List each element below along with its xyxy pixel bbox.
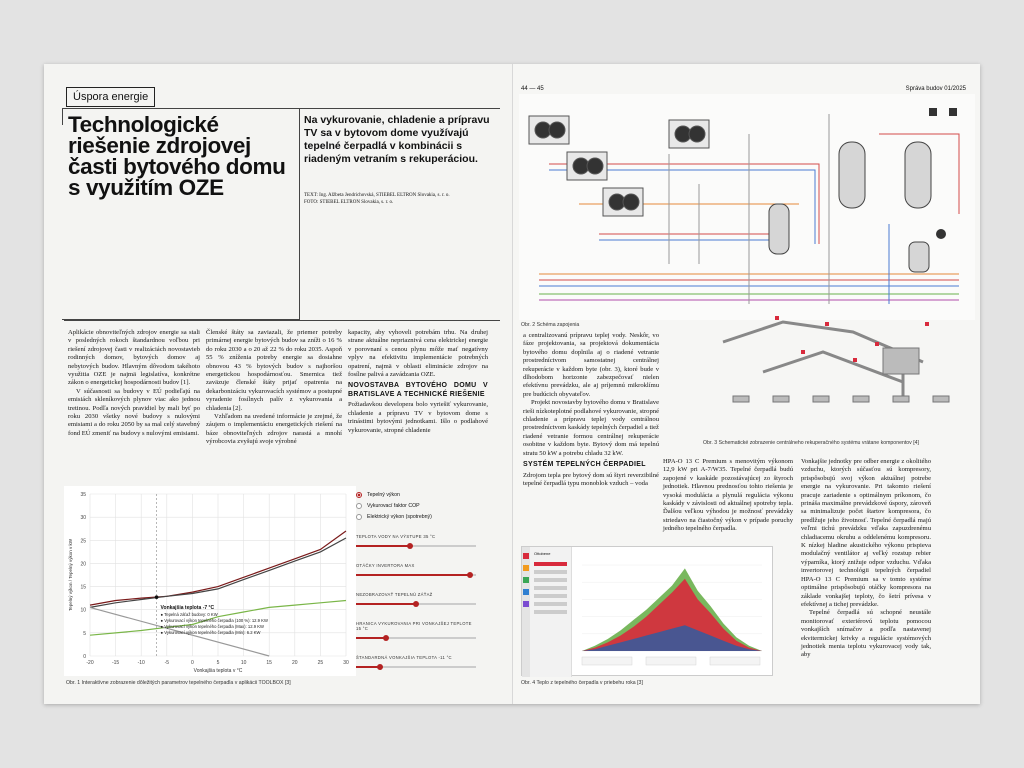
x-tick-label: -5	[164, 660, 170, 666]
yearly-heat-app-screenshot	[521, 546, 773, 676]
paragraph: Vonkajšie jednotky pre odber energie z okolitého vzduchu, ktorých súčasťou sú kompresory, prispôsobujú svoj výkon aktuálnej potrebe energie na vykurovanie. Pri takomto riešení pracuje zariadenie s optimálnym príkonom, čo prináša maximálne prevádzkové úspory, zároveň sa minimalizuje počet štartov kompresora, čo predlžuje jeho životnosť. Tepelné čerpadlá majú veľmi tichú prevádzku vďaka zapuzdrenému chladiacemu okruhu a oddelenému kompresoru. K nízkej hladine akustického výkonu prispieva modulačný ventilátor aj veľký rozstup rebier výparníka, ktorý znižuje odpor vzduchu. Vďaka invertorovej technológii tepelných čerpadiel HPA-O 13 C Premium sa v tomto systéme optimálne prispôsobujú otáčky kompresora na základe vonkajšej teploty, čo šetrí prívesa v efektívnej a tichej prevádzke.	[801, 458, 931, 608]
parameter-label: ŠTANDARDNÁ VONKAJŠIA TEPLOTA -11 °C	[356, 655, 452, 660]
figure-caption-3: Obr. 3 Schematické zobrazenie centrálneho rekuperačného systému vrátane komponentov [4]	[703, 440, 919, 446]
parameter-control	[356, 655, 476, 670]
paragraph: Požiadavkou developera bolo vyriešiť vykurovanie, chladenie a prípravu TV v bytovom dome s trinástimi bytovými jednotkami. Išlo o podlahové vykurovanie, stropné chladenie	[348, 401, 488, 434]
x-tick-label: 5	[216, 660, 220, 666]
x-tick-label: 15	[266, 660, 272, 666]
app-icon	[523, 565, 529, 571]
section-subhead: SYSTÉM TEPELNÝCH ČERPADIEL	[523, 461, 646, 469]
x-axis-label: Vonkajšia teplota v °C	[193, 668, 243, 674]
paragraph: Zdrojom tepla pre bytový dom sú štyri reverzibilné tepelné čerpadlá typu monoblok vzduch – voda	[523, 471, 659, 487]
hover-point	[155, 595, 159, 599]
sidebar-field[interactable]	[534, 586, 567, 590]
parameter-control	[356, 621, 476, 641]
parameter-slider[interactable]	[356, 664, 476, 670]
sidebar-field[interactable]	[534, 578, 567, 582]
parameter-slider[interactable]	[356, 572, 476, 578]
parameter-slider[interactable]	[356, 601, 476, 607]
paragraph: Členské štáty sa zaviazali, že priemer potreby primárnej energie bytových budov sa zníži o 16 % do roku 2030 a o 20 až 22 % do roku 2035. Aspoň 55 % zníženia potreby energie sa dosiahne obnovou 43 % bytových budov s najhoršou energetickou hospodárnosťou. Smernica tiež zaväzuje členské štáty prijať opatrenia na dekarbonizáciu vykurovacích systémov a postupné vyradenie fosílnych palív z vykurovania a chladenia [2].	[206, 329, 342, 412]
app-icon	[523, 589, 529, 595]
slider-fill	[356, 574, 470, 576]
ventilation-render-figure	[703, 292, 973, 432]
credits-foto: FOTO: STIEBEL ELTRON Slovakia, s. r. o.	[304, 199, 394, 205]
radio-button[interactable]	[356, 492, 362, 498]
sidebar-field[interactable]	[534, 562, 567, 566]
slider-knob[interactable]	[407, 543, 413, 549]
y-tick-label: 10	[80, 607, 86, 614]
radio-button[interactable]	[356, 514, 362, 520]
yearly-heat-area-chart	[576, 555, 770, 671]
x-tick-label: 20	[292, 660, 298, 666]
parameter-slider[interactable]	[356, 635, 476, 641]
body-column-2	[206, 329, 342, 447]
slider-fill	[356, 603, 416, 605]
radio-label: Elektrický výkon (spotrebný)	[367, 514, 432, 520]
right-page	[512, 64, 980, 704]
article-lede: Na vykurovanie, chladenie a prípravu TV sa v bytovom dome využívajú tepelné čerpadlá v kombinácii s riadeným vetraním s rekuperáciou.	[304, 114, 490, 165]
chart-control-panel	[356, 492, 476, 682]
credits-text: TEXT: Ing. Alžbeta Jendrichovská, STIEBEL ELTRON Slovakia, s. r. o.	[304, 193, 450, 198]
y-tick-label: 25	[80, 538, 86, 545]
chart-background	[64, 486, 356, 676]
section-tag: Úspora energie	[66, 87, 155, 107]
legend-box	[646, 657, 696, 665]
radio-button[interactable]	[356, 503, 362, 509]
slider-knob[interactable]	[467, 572, 473, 578]
tooltip-title: Vonkajšia teplota -7 °C	[160, 605, 215, 612]
paragraph: Vzhľadom na uvedené informácie je zrejmé, že záujem o implementáciu energetických riešení na báze obnoviteľných zdrojov narastá a mnohí výrobcovia zvyšujú svoje výrobné	[206, 413, 342, 446]
tooltip-line: ● Vykurovací výkon tepelného čerpadla (Min): 6.2 KW	[160, 630, 261, 636]
x-tick-label: -20	[86, 660, 94, 666]
app-icon	[523, 577, 529, 583]
legend-box	[582, 657, 632, 665]
x-tick-label: -15	[111, 660, 120, 666]
app-rail	[522, 547, 530, 677]
body-column-3	[348, 329, 488, 435]
top-rule	[300, 108, 500, 109]
y-tick-label: 35	[80, 492, 86, 498]
body-column-b	[663, 458, 793, 534]
body-column-a	[523, 308, 659, 488]
paragraph: Tepelné čerpadlá sú schopné neustále monitorovať exteriérovú teplotu pomocou vonkajších snímačov a podľa nastavenej ekvitermickej krivky a regulácie systémových jednotiek menia teplotu vykurovacej vody tak, aby	[801, 609, 931, 659]
section-subhead: NOVOSTAVBA BYTOVÉHO DOMU V BRATISLAVE A TECHNICKÉ RIEŠENIE	[348, 382, 488, 398]
sidebar-field[interactable]	[534, 570, 567, 574]
parameter-control	[356, 534, 476, 549]
parameter-sliders	[356, 534, 476, 670]
parameter-label: TEPLOTA VODY NA VÝSTUPE 35 °C	[356, 534, 436, 539]
x-tick-label: 10	[240, 660, 247, 666]
radio-option[interactable]	[356, 514, 476, 520]
slider-knob[interactable]	[377, 664, 383, 670]
sidebar-field[interactable]	[534, 610, 567, 614]
slider-knob[interactable]	[413, 601, 419, 607]
parameter-control	[356, 592, 476, 607]
slider-knob[interactable]	[383, 635, 389, 641]
heat-output-chart	[64, 486, 356, 676]
paragraph: HPA-O 13 C Premium s menovitým výkonom 12,9 kW pri A-7/W35. Tepelné čerpadlá budú zapojené v kaskáde pozostávajúcej zo štyroch jednotiek. Hlavnou prednosťou tohto riešenia je vysoká modulácia a plynulá regulácia výkonu kaskády v závislosti od aktuálnej spotreby tepla. Ďalšou veľkou výhodou je možnosť prevádzky striedavo na čiastočný výkon v prípade poruchy jedného tepelného čerpadla.	[663, 458, 793, 533]
x-tick-label: 0	[191, 660, 194, 666]
paragraph: V súčasnosti sa budovy v EÚ podieľajú na emisiách skleníkových plynov viac ako jednou tretinou. Podľa nových pravidiel by mali byť po roku 2030 všetky nové budovy s nulovými emisiami a do roku 2050 by sa mal celý stavebný fond EÚ zmeniť na budovy s nulovými emisiami.	[68, 387, 200, 437]
figure-caption-4: Obr. 4 Teplo z tepelného čerpadla v priebehu roka [3]	[521, 680, 643, 686]
y-tick-label: 30	[80, 515, 86, 522]
paragraph: kapacity, aby vyhoveli potrebám trhu. Na druhej strane aktuálne nepriaznivá cena elektrickej energie v porovnaní s cenou plynu môže mať negatívny vplyv na efektivitu implementácie potrebných opatrení, najmä v oblasti eliminácie zdrojov na fosílne palivá a zavádzania OZE.	[348, 329, 488, 379]
radio-option[interactable]	[356, 492, 476, 498]
parameter-label: OTÁČKY INVERTORA MAX	[356, 563, 415, 568]
slider-fill	[356, 637, 386, 639]
paragraph: a centralizovanú prípravu teplej vody. Neskôr, vo fáze projektovania, sa projektová dokumentácia bytového domu doplnila aj o riadené vetranie prostredníctvom samostatnej centrálnej rekuperácie v každom byte (obr. 3), ktoré bude v dlhodobom horizonte zabezpečovať nielen efektívnu prevádzku, ale aj príjemnú mikroklímu pre budúcich obyvateľov.	[523, 332, 659, 398]
radio-option[interactable]	[356, 503, 476, 509]
legend-box	[710, 657, 760, 665]
sidebar-title: Ottobene	[534, 551, 551, 556]
app-icon	[523, 601, 529, 607]
parameter-label: NEZOBRAZOVAŤ TEPELNÚ ZÁŤAŽ	[356, 592, 433, 597]
x-tick-label: 25	[317, 660, 324, 666]
page-numbers: 44 — 45	[521, 86, 544, 92]
parameter-label: HRANICA VYKUROVANIA PRI VONKAJŠEJ TEPLOTE 15 °C	[356, 621, 472, 631]
y-tick-label: 15	[80, 584, 86, 591]
app-icon	[523, 553, 529, 559]
y-tick-label: 0	[83, 654, 86, 660]
parameter-slider[interactable]	[356, 543, 476, 549]
parameter-control	[356, 563, 476, 578]
x-tick-label: 30	[343, 660, 349, 666]
y-tick-label: 20	[80, 561, 86, 568]
radio-label: Vykurovací faktor COP	[367, 503, 420, 509]
body-column-1	[68, 329, 200, 438]
article-credits	[304, 193, 504, 206]
wiring-schema-figure	[519, 94, 975, 320]
sidebar-field[interactable]	[534, 594, 567, 598]
paragraph: Aplikácie obnoviteľných zdrojov energie sa stali v posledných rokoch štandardnou voľbou pri riešení zdrojovej časti v realizáciách novostavieb rodinných domov, bytových domov aj nebytových budov. Hlavným dôvodom takéhoto využitia OZE je najmä legislatíva, konkrétne zákon o energetickej hospodárnosti budov [1].	[68, 329, 200, 387]
radio-group	[356, 492, 476, 520]
y-tick-label: 5	[83, 630, 86, 637]
slider-fill	[356, 545, 410, 547]
tooltip-line: ● Vykurovací výkon tepelného čerpadla (100 %): 12.9 KW	[160, 618, 268, 624]
figure-caption-1: Obr. 1 Interaktívne zobrazenie dôležitých parametrov tepelného čerpadla v aplikácii TOOLBOX [3]	[66, 680, 291, 686]
y-axis-label: Tepelný výkon / Tepelný výkon v kW	[68, 539, 73, 611]
x-tick-label: -10	[137, 660, 145, 666]
figure-caption-2: Obr. 2 Schéma zapojenia	[521, 322, 580, 328]
app-sidebar	[530, 547, 572, 677]
body-column-c	[801, 458, 931, 660]
article-headline: Technologické riešenie zdrojovej časti bytového domu s využitím OZE	[68, 112, 286, 200]
section-rule	[64, 320, 500, 321]
tooltip-line: ● Vykurovací výkon tepelného čerpadla (Max): 12.9 KW	[160, 624, 264, 630]
magazine-spread	[44, 64, 980, 704]
paragraph: Projekt novostavby bytového domu v Bratislave rieši nízkoteplotné podlahové vykurovanie, stropné chladenie a prípravu teplej vody centrálnou prostredníctvom kaskády tepelných čerpadiel a tiež riadené vetranie formou centrálnej rekuperácie osobitne v každom byte. Bytový dom má tepelnú stratu 50 kW a potrebu chladu 32 kW.	[523, 399, 659, 457]
tooltip-line: ● Tepelná záťaž budovy: 0 KW	[160, 612, 218, 618]
sidebar-field[interactable]	[534, 602, 567, 606]
magazine-issue: Správa budov 01/2025	[905, 86, 966, 92]
radio-label: Tepelný výkon	[367, 492, 400, 498]
left-page	[44, 64, 512, 704]
